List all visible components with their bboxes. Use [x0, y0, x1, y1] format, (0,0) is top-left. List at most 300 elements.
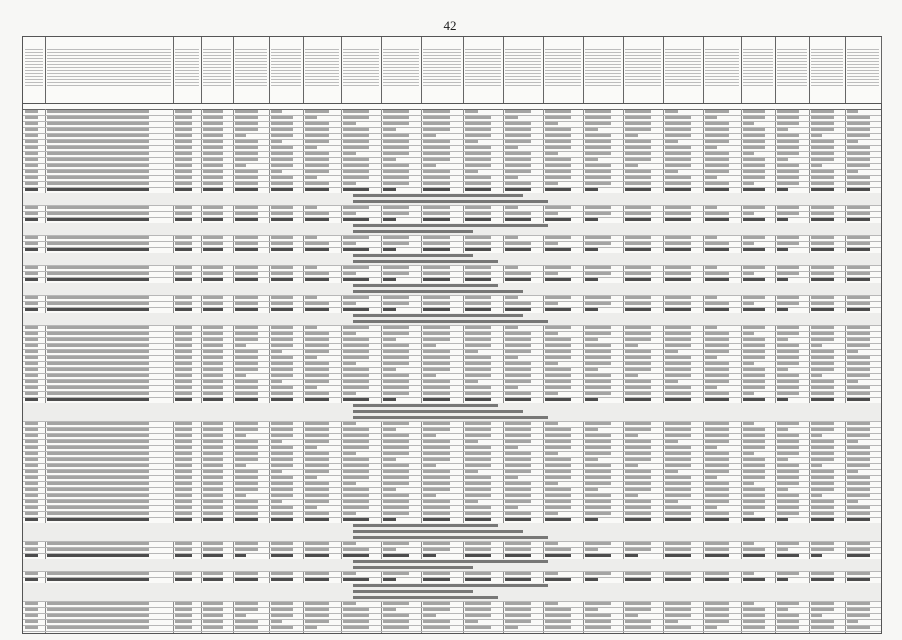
cell-text — [343, 602, 356, 605]
cell-text — [705, 110, 729, 113]
cell-text — [545, 476, 571, 479]
cell-text — [743, 476, 765, 479]
cell-text — [343, 578, 369, 581]
cell-text — [47, 140, 149, 143]
cell-text — [25, 182, 38, 185]
cell-text — [545, 464, 571, 467]
cell-text — [545, 278, 571, 281]
cell-text — [343, 626, 369, 629]
cell-text — [465, 464, 491, 467]
cell-text — [505, 608, 531, 611]
cell-text — [343, 218, 369, 221]
cell-text — [811, 488, 834, 491]
cell-text — [743, 518, 765, 521]
cell-text — [175, 428, 192, 431]
cell-text — [25, 542, 38, 545]
cell-text — [777, 500, 799, 503]
cell-text — [811, 302, 834, 305]
cell-text — [585, 356, 611, 359]
cell-text — [271, 302, 293, 305]
cell-text — [585, 392, 611, 395]
cell-text — [271, 326, 293, 329]
cell-text — [383, 116, 409, 119]
cell-text — [505, 488, 531, 491]
cell-text — [383, 452, 409, 455]
cell-text — [665, 242, 691, 245]
cell-text — [383, 620, 409, 623]
cell-text — [705, 512, 729, 515]
cell-text — [423, 464, 436, 467]
cell-text — [585, 368, 598, 371]
cell-text — [585, 440, 611, 443]
cell-text — [305, 368, 329, 371]
cell-text — [47, 482, 149, 485]
cell-text — [585, 296, 611, 299]
cell-text — [847, 500, 858, 503]
cell-text — [743, 608, 765, 611]
cell-text — [203, 164, 223, 167]
cell-text — [777, 572, 799, 575]
cell-text — [625, 608, 651, 611]
cell-text — [585, 152, 611, 155]
cell-text — [743, 542, 754, 545]
cell-text — [743, 140, 765, 143]
cell-text — [665, 122, 691, 125]
cell-text — [777, 128, 788, 131]
cell-text — [811, 350, 834, 353]
cell-text — [847, 386, 870, 389]
header-cell — [341, 37, 382, 103]
cell-text — [743, 614, 765, 617]
cell-text — [235, 602, 258, 605]
cell-text — [175, 452, 192, 455]
cell-text — [203, 626, 223, 629]
cell-text — [465, 140, 478, 143]
cell-text — [777, 368, 788, 371]
cell-text — [705, 236, 717, 239]
cell-text — [305, 428, 329, 431]
cell-text — [545, 572, 558, 575]
cell-text — [505, 398, 531, 401]
cell-text — [423, 218, 450, 221]
cell-text — [705, 266, 717, 269]
cell-text — [235, 614, 246, 617]
cell-text — [305, 278, 329, 281]
cell-text — [705, 428, 729, 431]
cell-text — [705, 500, 729, 503]
cell-text — [383, 614, 409, 617]
cell-text — [811, 458, 834, 461]
cell-text — [423, 608, 450, 611]
cell-text — [505, 248, 531, 251]
cell-text — [811, 476, 834, 479]
cell-text — [175, 554, 192, 557]
cell-text — [847, 470, 858, 473]
cell-text — [665, 344, 691, 347]
cell-text — [705, 452, 729, 455]
cell-text — [203, 158, 223, 161]
cell-text — [465, 470, 478, 473]
cell-text — [203, 182, 223, 185]
cell-text — [203, 332, 223, 335]
cell-text — [47, 170, 149, 173]
cell-text — [305, 380, 329, 383]
cell-text — [25, 338, 38, 341]
cell-text — [777, 614, 799, 617]
cell-text — [383, 350, 409, 353]
cell-text — [625, 332, 651, 335]
cell-text — [235, 146, 258, 149]
cell-text — [777, 446, 799, 449]
cell-text — [743, 344, 765, 347]
cell-text — [847, 206, 870, 209]
cell-text — [235, 362, 258, 365]
cell-text — [705, 128, 729, 131]
cell-text — [175, 176, 192, 179]
cell-text — [305, 518, 329, 521]
cell-text — [505, 338, 531, 341]
header-cell — [23, 37, 46, 103]
cell-text — [505, 506, 518, 509]
cell-text — [343, 338, 369, 341]
cell-text — [847, 344, 870, 347]
cell-text — [743, 164, 765, 167]
cell-text — [271, 146, 293, 149]
cell-text — [777, 308, 788, 311]
cell-text — [203, 620, 223, 623]
cell-text — [625, 518, 651, 521]
cell-text — [743, 218, 765, 221]
cell-text — [465, 482, 491, 485]
cell-text — [383, 482, 409, 485]
cell-text — [25, 578, 38, 581]
cell-text — [25, 236, 38, 239]
cell-text — [625, 302, 651, 305]
cell-text — [777, 548, 788, 551]
cell-text — [665, 308, 691, 311]
cell-text — [423, 386, 450, 389]
cell-text — [25, 308, 38, 311]
cell-text — [305, 434, 329, 437]
cell-text — [465, 500, 478, 503]
cell-text — [235, 482, 258, 485]
cell-text — [271, 278, 293, 281]
table-body — [23, 109, 881, 633]
cell-text — [423, 338, 450, 341]
cell-text — [175, 302, 192, 305]
cell-text — [271, 494, 293, 497]
cell-text — [705, 332, 729, 335]
cell-text — [235, 380, 258, 383]
cell-text — [847, 368, 870, 371]
cell-text — [847, 182, 870, 185]
cell-text — [235, 458, 258, 461]
cell-text — [271, 350, 282, 353]
cell-text — [47, 428, 149, 431]
cell-text — [545, 482, 558, 485]
cell-text — [25, 602, 38, 605]
cell-text — [175, 386, 192, 389]
cell-text — [777, 158, 788, 161]
cell-text — [235, 518, 258, 521]
cell-text — [305, 440, 329, 443]
cell-text — [665, 572, 691, 575]
cell-text — [383, 518, 396, 521]
cell-text — [847, 332, 870, 335]
cell-text — [343, 140, 369, 143]
cell-text — [305, 152, 329, 155]
cell-text — [585, 470, 611, 473]
cell-text — [665, 176, 691, 179]
cell-text — [175, 548, 192, 551]
cell-text — [25, 572, 38, 575]
cell-text — [665, 554, 691, 557]
cell-text — [203, 242, 223, 245]
cell-text — [305, 446, 317, 449]
cell-text — [203, 146, 223, 149]
cell-text — [585, 332, 611, 335]
cell-text — [305, 614, 329, 617]
cell-text — [705, 548, 729, 551]
cell-text — [585, 458, 598, 461]
cell-text — [423, 440, 450, 443]
cell-text — [811, 518, 834, 521]
cell-text — [777, 440, 799, 443]
cell-text — [465, 308, 491, 311]
cell-text — [271, 500, 282, 503]
cell-text — [625, 476, 651, 479]
cell-text — [625, 434, 638, 437]
cell-text — [25, 170, 38, 173]
cell-text — [465, 542, 491, 545]
cell-text — [625, 146, 651, 149]
cell-text — [665, 500, 678, 503]
cell-text — [25, 278, 38, 281]
cell-text — [545, 350, 571, 353]
cell-text — [175, 350, 192, 353]
cell-text — [25, 116, 38, 119]
header-cell — [543, 37, 584, 103]
cell-text — [203, 248, 223, 251]
cell-text — [847, 170, 858, 173]
cell-text — [423, 176, 450, 179]
cell-text — [203, 116, 223, 119]
cell-text — [777, 422, 799, 425]
cell-text — [585, 572, 611, 575]
cell-text — [271, 398, 293, 401]
cell-text — [811, 572, 834, 575]
cell-text — [343, 494, 369, 497]
cell-text — [505, 440, 531, 443]
cell-text — [25, 608, 38, 611]
cell-text — [383, 326, 409, 329]
cell-text — [383, 548, 396, 551]
cell-text — [811, 266, 834, 269]
cell-text — [47, 338, 149, 341]
cell-text — [625, 122, 651, 125]
cell-text — [25, 356, 38, 359]
cell-text — [625, 350, 651, 353]
cell-text — [383, 572, 409, 575]
cell-text — [305, 212, 329, 215]
cell-text — [271, 116, 293, 119]
cell-text — [203, 602, 223, 605]
cell-text — [743, 392, 754, 395]
cell-text — [585, 242, 611, 245]
cell-text — [625, 482, 651, 485]
cell-text — [47, 506, 149, 509]
cell-text — [545, 506, 571, 509]
cell-text — [585, 422, 611, 425]
cell-text — [235, 476, 258, 479]
cell-text — [545, 266, 571, 269]
cell-text — [811, 110, 834, 113]
cell-text — [811, 176, 834, 179]
cell-text — [465, 620, 478, 623]
cell-text — [847, 398, 870, 401]
cell-text — [235, 158, 258, 161]
header-cell — [173, 37, 202, 103]
cell-text — [175, 236, 192, 239]
cell-text — [545, 326, 571, 329]
cell-text — [665, 152, 691, 155]
cell-text — [705, 296, 717, 299]
cell-text — [47, 332, 149, 335]
cell-text — [343, 554, 369, 557]
cell-text — [811, 626, 834, 629]
cell-text — [743, 278, 765, 281]
cell-text — [343, 122, 356, 125]
cell-text — [175, 338, 192, 341]
cell-text — [305, 308, 329, 311]
cell-text — [343, 326, 369, 329]
cell-text — [423, 434, 436, 437]
cell-text — [47, 458, 149, 461]
cell-text — [777, 164, 799, 167]
cell-text — [47, 452, 149, 455]
cell-text — [505, 152, 531, 155]
cell-text — [585, 176, 611, 179]
cell-text — [25, 614, 38, 617]
cell-text — [665, 428, 691, 431]
cell-text — [705, 146, 717, 149]
cell-text — [545, 356, 571, 359]
cell-text — [847, 494, 870, 497]
cell-text — [235, 134, 246, 137]
cell-text — [505, 356, 518, 359]
cell-text — [423, 506, 450, 509]
cell-text — [777, 338, 788, 341]
cell-text — [465, 344, 491, 347]
cell-text — [625, 500, 651, 503]
cell-text — [847, 488, 870, 491]
cell-text — [47, 500, 149, 503]
cell-text — [47, 176, 149, 179]
section-heading-text — [353, 596, 498, 599]
cell-text — [203, 488, 223, 491]
cell-text — [25, 440, 38, 443]
cell-text — [847, 176, 870, 179]
cell-text — [175, 116, 192, 119]
cell-text — [47, 440, 149, 443]
section-heading-text — [353, 290, 523, 293]
cell-text — [777, 386, 799, 389]
cell-text — [47, 476, 149, 479]
cell-text — [271, 212, 293, 215]
cell-text — [25, 500, 38, 503]
cell-text — [545, 188, 571, 191]
cell-text — [343, 332, 356, 335]
cell-text — [47, 374, 149, 377]
cell-text — [705, 362, 729, 365]
cell-text — [847, 212, 870, 215]
cell-text — [743, 296, 765, 299]
cell-text — [705, 350, 729, 353]
cell-text — [235, 440, 258, 443]
cell-text — [743, 620, 765, 623]
cell-text — [743, 626, 765, 629]
cell-text — [465, 122, 491, 125]
cell-text — [305, 272, 329, 275]
cell-text — [545, 440, 571, 443]
cell-text — [47, 608, 149, 611]
cell-text — [175, 212, 192, 215]
cell-text — [423, 494, 436, 497]
cell-text — [343, 266, 369, 269]
cell-text — [305, 302, 329, 305]
cell-text — [175, 512, 192, 515]
cell-text — [343, 434, 369, 437]
cell-text — [25, 272, 38, 275]
cell-text — [343, 470, 369, 473]
cell-text — [271, 464, 293, 467]
cell-text — [175, 542, 192, 545]
cell-text — [665, 128, 691, 131]
cell-text — [175, 206, 192, 209]
cell-text — [505, 362, 531, 365]
cell-text — [423, 542, 450, 545]
cell-text — [777, 188, 788, 191]
cell-text — [25, 548, 38, 551]
cell-text — [343, 488, 369, 491]
cell-text — [625, 140, 651, 143]
cell-text — [743, 422, 754, 425]
section-heading-text — [353, 524, 498, 527]
cell-text — [743, 488, 765, 491]
cell-text — [743, 362, 754, 365]
cell-text — [545, 614, 571, 617]
cell-text — [705, 506, 717, 509]
cell-text — [625, 362, 651, 365]
cell-text — [505, 380, 531, 383]
cell-text — [235, 332, 258, 335]
cell-text — [343, 398, 369, 401]
section-heading-text — [353, 284, 498, 287]
cell-text — [271, 338, 293, 341]
cell-text — [175, 494, 192, 497]
cell-text — [423, 356, 450, 359]
cell-text — [383, 422, 409, 425]
cell-text — [47, 380, 149, 383]
cell-text — [25, 422, 38, 425]
cell-text — [305, 146, 317, 149]
cell-text — [705, 374, 729, 377]
cell-text — [505, 428, 531, 431]
cell-text — [505, 434, 531, 437]
cell-text — [343, 170, 369, 173]
cell-text — [545, 296, 571, 299]
cell-text — [383, 110, 409, 113]
